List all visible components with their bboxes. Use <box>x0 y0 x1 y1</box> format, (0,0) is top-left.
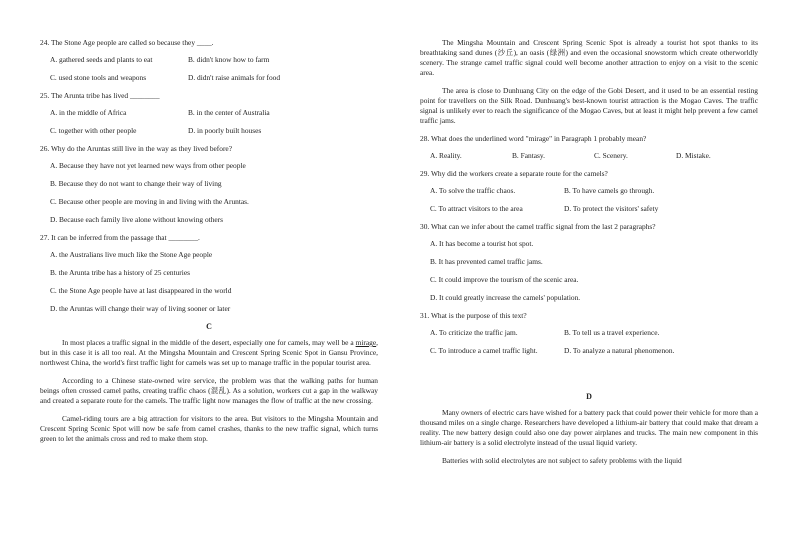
left-column <box>40 38 378 452</box>
passage-d-paragraph-1: Many owners of electric cars have wished for a battery pack that could power their vehicle for more than a thousand miles on a single charge. Researchers have developed a lithium-air battery that could make that dream a reality. The new battery design could also one day power airplanes and trucks. The main new component in this lithium-air battery is a solid electrolyte instead of the usual liquid variety. <box>420 408 758 447</box>
option-a: A. gathered seeds and plants to eat <box>50 55 153 64</box>
option-b: B. To tell us a travel experience. <box>564 328 660 337</box>
right-column <box>420 38 758 474</box>
option-b: B. To have camels go through. <box>564 186 655 195</box>
option-b: B. in the center of Australia <box>188 108 270 117</box>
question-stem: 24. The Stone Age people are called so because they ____. <box>40 38 214 47</box>
option-b: B. didn't know how to farm <box>188 55 270 64</box>
option-a: A. Because they have not yet learned new ways from other people <box>50 161 246 170</box>
paragraph-text: In most places a traffic signal in the middle of the desert, especially one for camels, may well be a <box>62 338 356 347</box>
option-c: C. It could improve the tourism of the scenic area. <box>430 275 579 284</box>
option-d: D. Because each family live alone without knowing others <box>50 215 224 224</box>
option-a: A. Reality. <box>430 151 462 160</box>
question-stem: 29. Why did the workers create a separate route for the camels? <box>420 169 608 178</box>
passage-d-paragraph-2: Batteries with solid electrolytes are not subject to safety problems with the liquid <box>442 456 682 465</box>
question-stem: 30. What can we infer about the camel traffic signal from the last 2 paragraphs? <box>420 222 656 231</box>
section-c-heading: C <box>206 322 212 331</box>
question-25 <box>40 91 378 136</box>
question-stem: 31. What is the purpose of this text? <box>420 311 527 320</box>
option-a: A. To solve the traffic chaos. <box>430 186 516 195</box>
passage-c-paragraph-1 <box>40 338 378 368</box>
option-c: C. Scenery. <box>594 151 628 160</box>
option-c: C. together with other people <box>50 126 137 135</box>
question-29 <box>420 169 758 214</box>
option-d: D. didn't raise animals for food <box>188 73 281 82</box>
option-c: C. To introduce a camel traffic light. <box>430 346 538 355</box>
option-c: C. To attract visitors to the area <box>430 204 523 213</box>
section-d-heading: D <box>586 392 592 401</box>
question-27 <box>40 233 378 314</box>
question-stem: 25. The Arunta tribe has lived ________ <box>40 91 160 100</box>
spacer <box>420 364 758 388</box>
passage-c-paragraph-5: The area is close to Dunhuang City on the edge of the Gobi Desert, and it used to be an essential resting point for travellers on the Silk Road. Dunhuang's best-known tourist attraction is the Mogao Caves. The traffic signal is unlikely ever to reach the significance of the Mogao Caves, but at least it might help prevent a few camel traffic jams. <box>420 86 758 125</box>
question-30 <box>420 222 758 303</box>
question-28 <box>420 134 758 161</box>
option-c: C. used stone tools and weapons <box>50 73 147 82</box>
option-d: D. It could greatly increase the camels' population. <box>430 293 581 302</box>
option-d: D. Mistake. <box>676 151 711 160</box>
option-b: B. Fantasy. <box>512 151 545 160</box>
option-a: A. It has become a tourist hot spot. <box>430 239 534 248</box>
question-stem: 26. Why do the Aruntas still live in the way as they lived before? <box>40 144 232 153</box>
option-b: B. It has prevented camel traffic jams. <box>430 257 543 266</box>
question-stem: 27. It can be inferred from the passage that ________. <box>40 233 200 242</box>
option-a: A. in the middle of Africa <box>50 108 127 117</box>
option-a: A. To criticize the traffic jam. <box>430 328 518 337</box>
option-d: D. the Aruntas will change their way of living sooner or later <box>50 304 231 313</box>
passage-c-paragraph-3: Camel-riding tours are a big attraction for visitors to the area. But visitors to the Mingsha Mountain and Crescent Spring Scenic Spot will now be safe from camel crashes, thanks to the new traffic signal, which turns green to let the animals cross and red to make them stop. <box>40 414 378 443</box>
paragraph-text: , but in this case it is all too real. At the Mingsha Mountain and Crescent Spring Scenic Spot in Gansu Province, northwest China, the world's first traffic light for camels was set up to manage traffic in the popular tourist area. <box>40 338 378 367</box>
passage-c-paragraph-2: According to a Chinese state-owned wire service, the problem was that the walking paths for human beings often crossed camel paths, creating traffic chaos (混乱). As a solution, workers cut a gap in the walkway and created a separate route for the camels. The traffic light now manages the flow of traffic at the new crossing. <box>40 376 378 405</box>
passage-c-paragraph-4: The Mingsha Mountain and Crescent Spring Scenic Spot is already a tourist hot spot thanks to its breathtaking sand dunes (沙丘), an oasis (绿洲) and even the occasional snowstorm which create otherworldly scenery. The strange camel traffic signal could well become another attraction to enjoy on a visit to the scenic area. <box>420 38 758 77</box>
option-a: A. the Australians live much like the Stone Age people <box>50 250 213 259</box>
option-b: B. Because they do not want to change their way of living <box>50 179 222 188</box>
question-24 <box>40 38 378 83</box>
option-d: D. To protect the visitors' safety <box>564 204 659 213</box>
option-c: C. the Stone Age people have at last disappeared in the world <box>50 286 232 295</box>
option-d: D. To analyze a natural phenomenon. <box>564 346 675 355</box>
option-c: C. Because other people are moving in and living with the Aruntas. <box>50 197 249 206</box>
underlined-word-mirage: mirage <box>355 338 377 347</box>
option-d: D. in poorly built houses <box>188 126 262 135</box>
question-stem: 28. What does the underlined word "mirage" in Paragraph 1 probably mean? <box>420 134 647 143</box>
question-31 <box>420 311 758 356</box>
question-26 <box>40 144 378 225</box>
option-b: B. the Arunta tribe has a history of 25 centuries <box>50 268 190 277</box>
